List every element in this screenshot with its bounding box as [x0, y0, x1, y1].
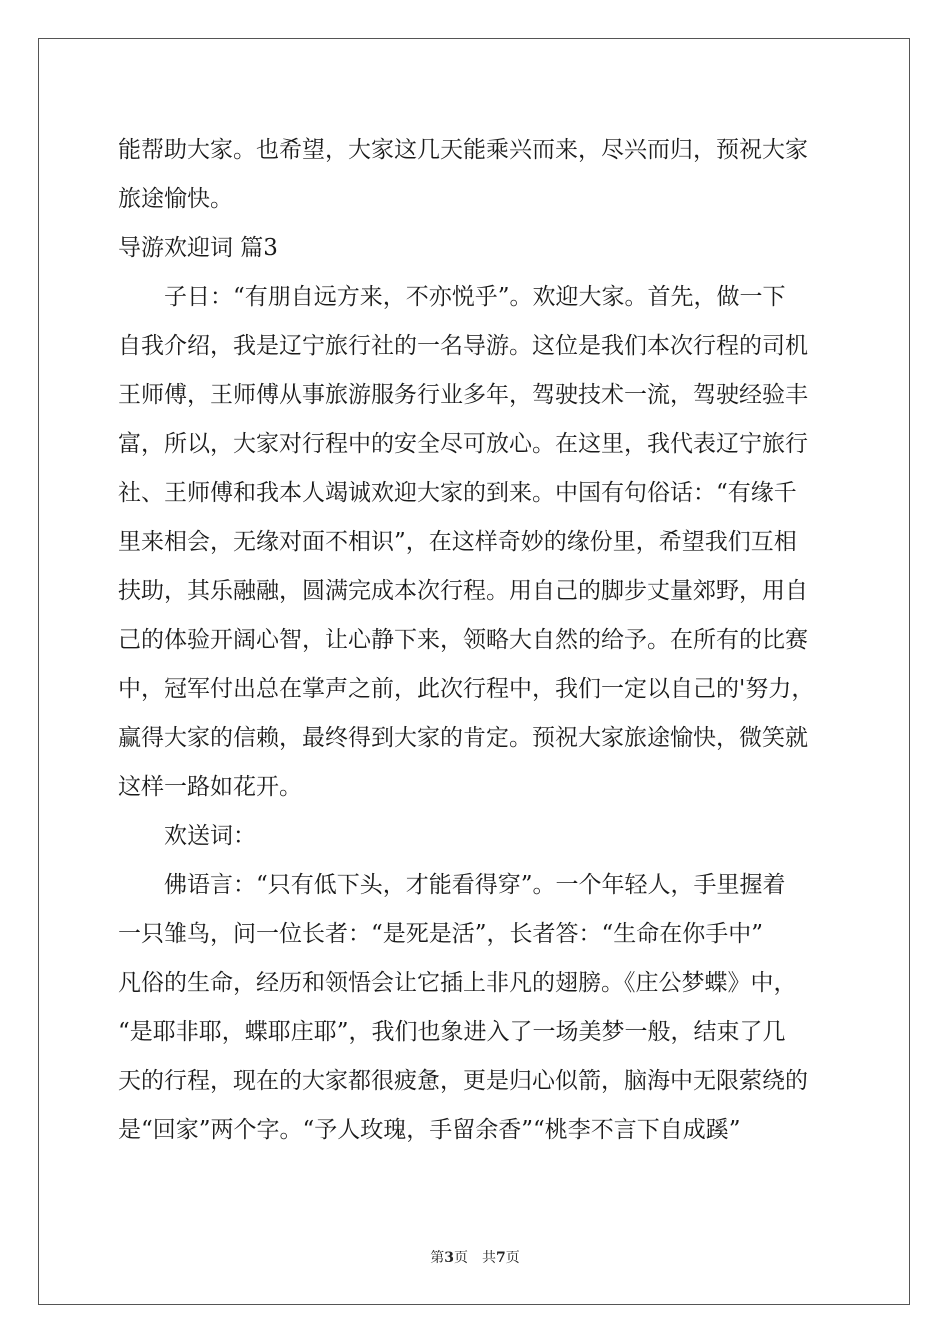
document-body: [118, 126, 838, 1155]
text-line: 能帮助大家。也希望，大家这几天能乘兴而来，尽兴而归，预祝大家: [118, 137, 808, 163]
page-number-suffix: 页: [505, 1250, 520, 1266]
text-line: 王师傅，王师傅从事旅游服务行业多年，驾驶技术一流，驾驶经验丰: [118, 382, 808, 408]
page-number-prefix: 第: [430, 1250, 445, 1266]
page-number-total: 7: [496, 1250, 506, 1266]
text-line: 中，冠军付出总在掌声之前，此次行程中，我们一定以自己的'努力，: [118, 676, 815, 702]
text-line: 子日：“有朋自远方来，不亦悦乎”。欢迎大家。首先，做一下: [164, 284, 786, 310]
text-line: 里来相会，无缘对面不相识”，在这样奇妙的缘份里，希望我们互相: [118, 529, 797, 555]
text-line: 欢送词：: [164, 823, 256, 849]
text-line: 佛语言：“只有低下头，才能看得穿”。一个年轻人，手里握着: [164, 872, 786, 898]
text-line: “是耶非耶，蝶耶庄耶”，我们也象进入了一场美梦一般，结束了几: [118, 1019, 786, 1045]
text-line: 旅途愉快。: [118, 186, 233, 212]
text-line: 凡俗的生命，经历和领悟会让它插上非凡的翅膀。《庄公梦蝶》中，: [118, 970, 797, 996]
text-line: 这样一路如花开。: [118, 774, 302, 800]
text-line: 导游欢迎词 篇3: [118, 235, 278, 261]
text-line: 自我介绍，我是辽宁旅行社的一名导游。这位是我们本次行程的司机: [118, 333, 808, 359]
page-footer: [0, 1249, 950, 1267]
text-line: 天的行程，现在的大家都很疲惫，更是归心似箭，脑海中无限萦绕的: [118, 1068, 808, 1094]
page-number-middle: 页 共: [454, 1250, 496, 1266]
text-line: 一只雏鸟，问一位长者：“是死是活”，长者答：“生命在你手中”: [118, 921, 764, 947]
text-line: 己的体验开阔心智，让心静下来，领略大自然的给予。在所有的比赛: [118, 627, 808, 653]
text-line: 是“回家”两个字。“予人玫瑰，手留余香”“桃李不言下自成蹊”: [118, 1117, 741, 1143]
text-line: 社、王师傅和我本人竭诚欢迎大家的到来。中国有句俗话：“有缘千: [118, 480, 797, 506]
page-number-current: 3: [444, 1250, 454, 1266]
text-line: 富，所以，大家对行程中的安全尽可放心。在这里，我代表辽宁旅行: [118, 431, 808, 457]
text-line: 赢得大家的信赖，最终得到大家的肯定。预祝大家旅途愉快，微笑就: [118, 725, 808, 751]
text-line: 扶助，其乐融融，圆满完成本次行程。用自己的脚步丈量郊野，用自: [118, 578, 808, 604]
